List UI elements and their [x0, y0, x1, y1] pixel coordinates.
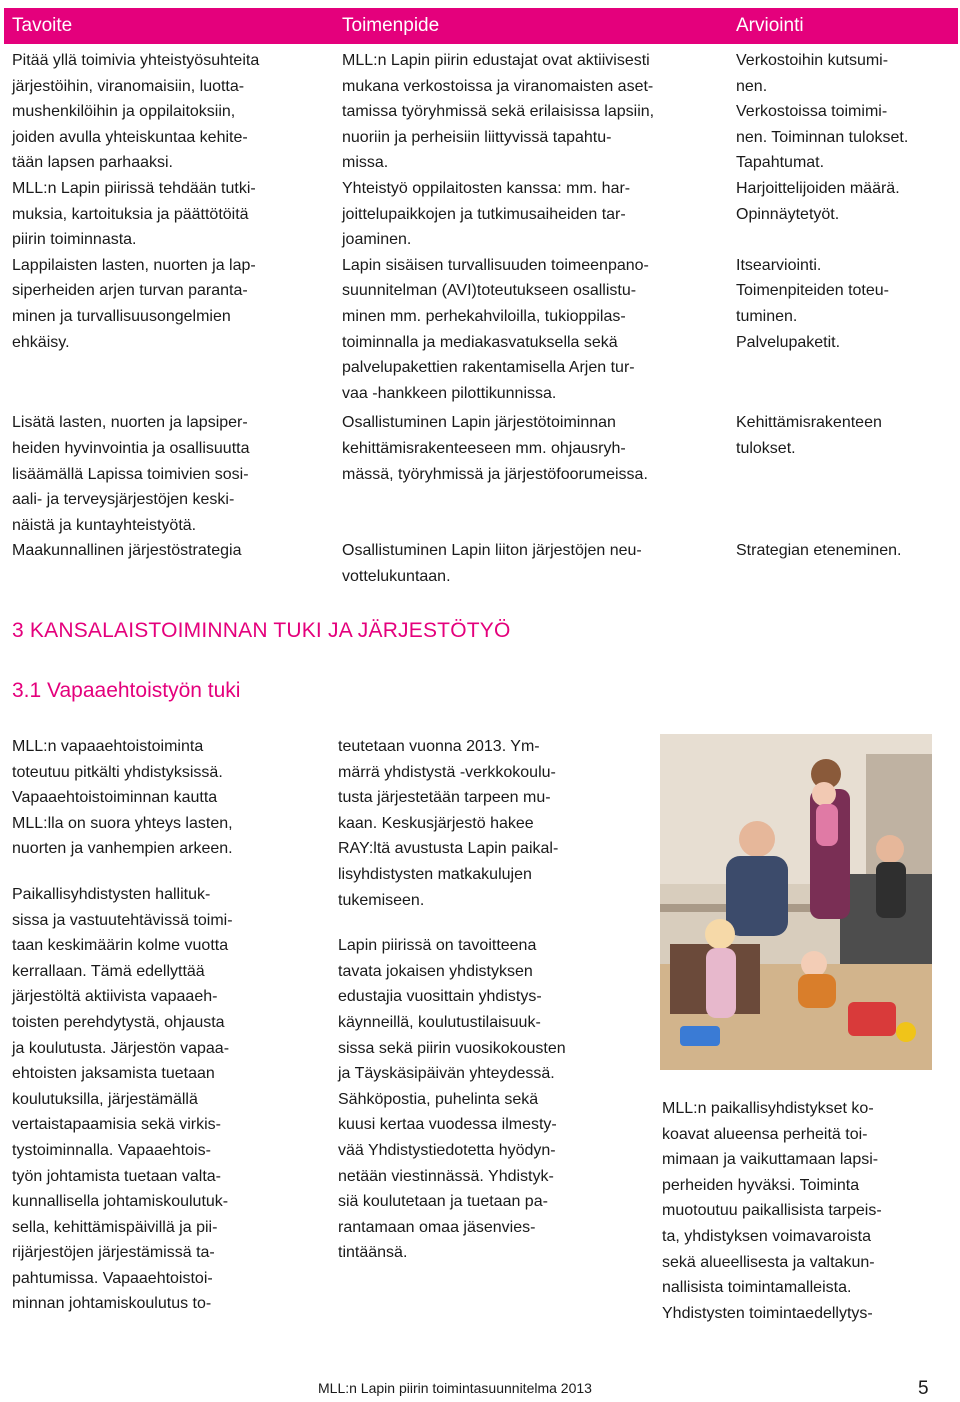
text-line: rijärjestöjen järjestämissä ta- — [12, 1244, 215, 1262]
cell-goal — [4, 253, 334, 407]
cell-line: Yhteistyö oppilaitosten kanssa: mm. har- — [342, 179, 631, 197]
body-column-1 — [12, 734, 312, 1317]
cell-line: Opinnäytetyöt. — [736, 205, 840, 223]
cell-line: kehittämisrakenteeseen mm. ohjausryh- — [342, 439, 626, 457]
text-line: mimaan ja vaikuttamaan lapsi- — [662, 1151, 879, 1169]
text-line: siä koulutetaan ja tuetaan pa- — [338, 1193, 548, 1211]
text-line: sissa sekä piirin vuosikokousten — [338, 1039, 566, 1057]
text-line: lisyhdistysten matkakulujen — [338, 865, 532, 883]
text-line: kerrallaan. Tämä edellyttää — [12, 962, 205, 980]
cell-line: Osallistuminen Lapin liiton järjestöjen neu- — [342, 542, 642, 560]
cell-line: Palvelupaketit. — [736, 333, 841, 351]
text-line: toisten perehdytystä, ohjausta — [12, 1013, 225, 1031]
text-line: Yhdistysten toimintaedellytys- — [662, 1304, 873, 1322]
cell-line: Kehittämisrakenteen — [736, 414, 882, 432]
body-column-3 — [662, 1096, 952, 1326]
cell-line: missa. — [342, 154, 389, 172]
cell-line: minen ja turvallisuusongelmien — [12, 307, 231, 325]
text-line: nuorten ja vanhempien arkeen. — [12, 840, 233, 858]
cell-line: tulokset. — [736, 439, 796, 457]
text-line: perheiden hyväksi. Toiminta — [662, 1176, 860, 1194]
text-line: Lapin piirissä on tavoitteena — [338, 937, 537, 955]
cell-line: nen. — [736, 77, 768, 95]
header-goal: Tavoite — [12, 15, 73, 36]
text-line: järjestöltä aktiivista vapaaeh- — [12, 988, 218, 1006]
cell-evaluation — [728, 410, 958, 538]
cell-line: näistä ja kuntayhteistyötä. — [12, 516, 197, 534]
text-line: Sähköpostia, puhelinta sekä — [338, 1090, 539, 1108]
text-line: tukemiseen. — [338, 891, 425, 909]
cell-line: piirin toiminnasta. — [12, 231, 137, 249]
photo-illustration — [660, 734, 932, 1070]
text-line: MLL:lla on suora yhteys lasten, — [12, 814, 233, 832]
text-line: tusta järjestetään tarpeen mu- — [338, 789, 551, 807]
cell-line: minen mm. perhekahviloilla, tukioppilas- — [342, 307, 626, 325]
paragraph — [662, 1096, 952, 1326]
cell-goal — [4, 538, 334, 589]
cell-line: Itsearviointi. — [736, 256, 822, 274]
text-line: tavata jokaisen yhdistyksen — [338, 962, 533, 980]
text-line: sissa ja vastuutehtävissä toimi- — [12, 911, 233, 929]
cell-line: Lisätä lasten, nuorten ja lapsiper- — [12, 414, 248, 432]
text-line: RAY:ltä avustusta Lapin paikal- — [338, 840, 559, 858]
cell-line: joiden avulla yhteiskuntaa kehite- — [12, 128, 248, 146]
text-line: MLL:n vapaaehtoistoiminta — [12, 738, 204, 755]
text-line: ja Täyskäsipäivän yhteydessä. — [338, 1065, 555, 1083]
cell-action — [334, 176, 728, 253]
table-row — [4, 253, 958, 407]
cell-evaluation — [728, 48, 958, 176]
cell-line: Maakunnallinen järjestöstrategia — [12, 542, 242, 560]
text-line: Vapaaehtoistoiminnan kautta — [12, 789, 218, 807]
cell-line: Lapin sisäisen turvallisuuden toimeenpano- — [342, 256, 649, 274]
cell-evaluation — [728, 253, 958, 407]
cell-evaluation — [728, 176, 958, 253]
cell-line: ehkäisy. — [12, 333, 70, 351]
text-line: käynneillä, koulutustilaisuuk- — [338, 1013, 541, 1031]
page-number: 5 — [918, 1378, 929, 1399]
cell-line: heiden hyvinvointia ja osallisuutta — [12, 439, 250, 457]
cell-line: palvelupakettien rakentamisella Arjen tur- — [342, 359, 635, 377]
cell-line: suunnitelman (AVI)toteutukseen osallistu- — [342, 282, 637, 300]
text-line: sella, kehittämispäivillä ja pii- — [12, 1218, 218, 1236]
paragraph — [338, 933, 638, 1266]
text-line: koulutuksilla, järjestämällä — [12, 1090, 198, 1108]
goals-table — [4, 8, 958, 589]
header-action: Toimenpide — [342, 15, 440, 36]
text-line: teutetaan vuonna 2013. Ym- — [338, 738, 540, 755]
text-line: nallisista toimintamalleista. — [662, 1279, 852, 1297]
cell-line: joaminen. — [342, 231, 412, 249]
cell-line: Harjoittelijoiden määrä. — [736, 179, 900, 197]
text-line: työn johtamista tuetaan valta- — [12, 1167, 222, 1185]
cell-line: mukana verkostoissa ja viranomaisten aset- — [342, 77, 654, 95]
cell-line: aali- ja terveysjärjestöjen keski- — [12, 491, 235, 509]
cell-goal — [4, 410, 334, 538]
text-line: netään viestinnässä. Yhdistyk- — [338, 1167, 554, 1185]
paragraph — [338, 734, 638, 913]
text-line: koavat alueensa perheitä toi- — [662, 1125, 868, 1143]
cell-line: vaa -hankkeen pilottikunnissa. — [342, 384, 557, 402]
body-column-2 — [338, 734, 638, 1266]
cell-line: tään lapsen parhaaksi. — [12, 154, 173, 172]
cell-line: toiminnalla ja mediakasvatuksella sekä — [342, 333, 618, 351]
cell-line: lisäämällä Lapissa toimivien sosi- — [12, 465, 249, 483]
table-row — [4, 176, 958, 253]
text-line: vertaistapaamisia sekä virkis- — [12, 1116, 221, 1134]
text-line: Paikallisyhdistysten hallituk- — [12, 885, 211, 903]
text-line: ehtoisten jaksamista tuetaan — [12, 1065, 215, 1083]
text-line: minnan johtamiskoulutus to- — [12, 1295, 212, 1313]
cell-line: mushenkilöihin ja oppilaitoksiin, — [12, 103, 236, 121]
cell-line: Verkostoissa toimimi- — [736, 103, 888, 121]
cell-line: nen. Toiminnan tulokset. — [736, 128, 909, 146]
cell-line: MLL:n Lapin piirissä tehdään tutki- — [12, 179, 256, 197]
text-line: edustajia vuosittain yhdistys- — [338, 988, 542, 1006]
cell-line: Verkostoihin kutsumi- — [736, 52, 889, 69]
subsection-title: 3.1 Vapaaehtoistyön tuki — [12, 679, 241, 702]
cell-evaluation — [728, 538, 958, 589]
text-line: kuusi kertaa vuodessa ilmesty- — [338, 1116, 557, 1134]
cell-action — [334, 48, 728, 176]
text-line: tystoiminnalla. Vapaaehtois- — [12, 1141, 211, 1159]
cell-goal — [4, 176, 334, 253]
text-line: kunnallisella johtamiskoulutuk- — [12, 1193, 229, 1211]
cell-line: MLL:n Lapin piirin edustajat ovat aktiivisesti — [342, 52, 650, 69]
cell-line: nuoriin ja perheisiin liittyvissä tapahtu- — [342, 128, 612, 146]
cell-line: joittelupaikkojen ja tutkimusaiheiden tar- — [342, 205, 626, 223]
cell-line: Pitää yllä toimivia yhteistyösuhteita — [12, 52, 260, 69]
text-line: kaan. Keskusjärjestö hakee — [338, 814, 534, 832]
footer-title: MLL:n Lapin piirin toimintasuunnitelma 2013 — [318, 1380, 592, 1396]
text-line: muotoutuu paikallisista tarpeis- — [662, 1202, 882, 1220]
cell-line: Lappilaisten lasten, nuorten ja lap- — [12, 256, 256, 274]
photo-family-playroom — [660, 734, 932, 1070]
text-line: tintäänsä. — [338, 1244, 408, 1262]
text-line: taan keskimäärin kolme vuotta — [12, 937, 229, 955]
text-line: märrä yhdistystä -verkkokoulu- — [338, 763, 556, 781]
table-body — [4, 48, 958, 589]
cell-action — [334, 538, 728, 589]
text-line: ja koulutusta. Järjestön vapaa- — [12, 1039, 230, 1057]
table-row — [4, 410, 958, 538]
text-line: pahtumissa. Vapaaehtoistoi- — [12, 1269, 213, 1287]
text-line: ta, yhdistyksen voimavaroista — [662, 1227, 871, 1245]
cell-line: mässä, työryhmissä ja järjestöfoorumeissa. — [342, 465, 648, 483]
table-header — [4, 8, 958, 44]
cell-line: vottelukuntaan. — [342, 567, 451, 585]
cell-line: tuminen. — [736, 307, 798, 325]
cell-action — [334, 253, 728, 407]
header-evaluation: Arviointi — [736, 15, 804, 36]
paragraph — [12, 882, 312, 1317]
cell-line: tamissa työryhmissä sekä erilaisissa lapsiin, — [342, 103, 655, 121]
cell-line: järjestöihin, viranomaisiin, luotta- — [12, 77, 245, 95]
cell-line: Strategian eteneminen. — [736, 542, 902, 560]
text-line: rantamaan omaa jäsenvies- — [338, 1218, 536, 1236]
section-title: 3 KANSALAISTOIMINNAN TUKI JA JÄRJESTÖTYÖ — [12, 619, 511, 642]
table-row — [4, 538, 958, 589]
text-line: toteutuu pitkälti yhdistyksissä. — [12, 763, 223, 781]
cell-line: muksia, kartoituksia ja päättötöitä — [12, 205, 249, 223]
table-row — [4, 48, 958, 176]
text-line: vää Yhdistystiedotetta hyödyn- — [338, 1141, 556, 1159]
paragraph — [12, 734, 312, 862]
cell-goal — [4, 48, 334, 176]
cell-line: Tapahtumat. — [736, 154, 825, 172]
cell-action — [334, 410, 728, 538]
cell-line: Osallistuminen Lapin järjestötoiminnan — [342, 414, 616, 432]
text-line: MLL:n paikallisyhdistykset ko- — [662, 1100, 874, 1117]
cell-line: Toimenpiteiden toteu- — [736, 282, 889, 300]
text-line: sekä alueellisesta ja valtakun- — [662, 1253, 875, 1271]
cell-line: siperheiden arjen turvan paranta- — [12, 282, 248, 300]
